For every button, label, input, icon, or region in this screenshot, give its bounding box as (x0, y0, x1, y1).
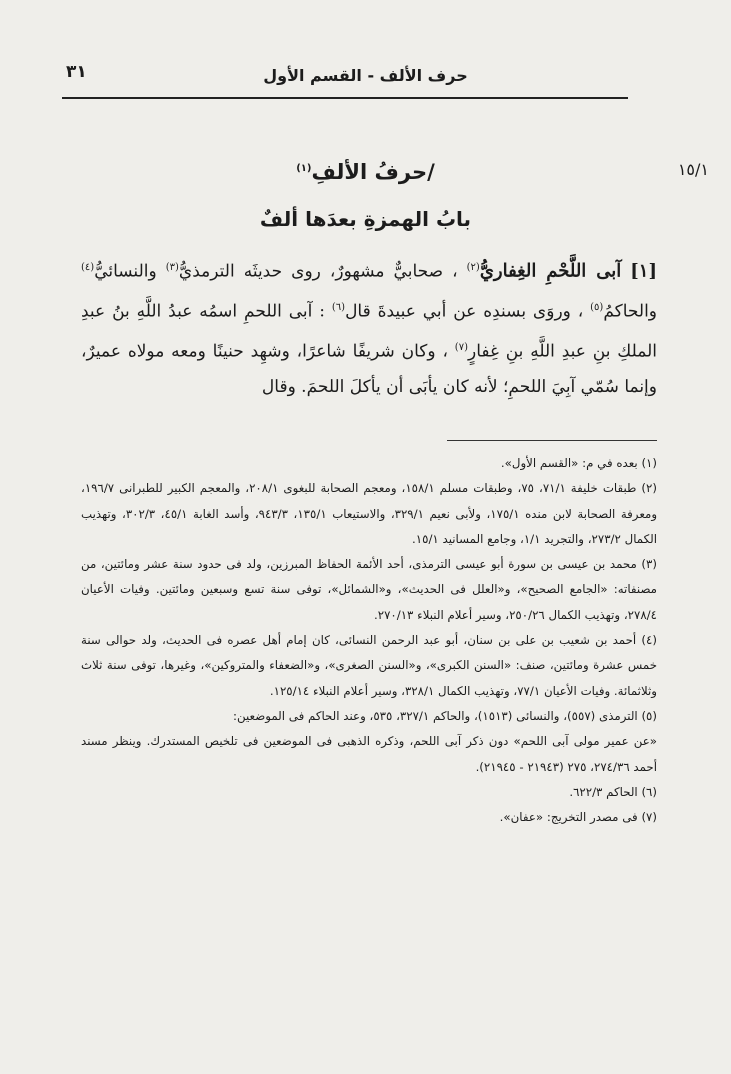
entry-text: والحاكمُ (603, 301, 658, 322)
footnote-marker: (٥) (590, 302, 604, 314)
footnote-marker: (٣) (165, 262, 179, 273)
entry-name: آبى اللَّحْمِ الغِفاريُّ (479, 260, 622, 282)
bracket-close: ] (630, 260, 639, 282)
entry-text: ، وروَى بسندِه عن أبي عبيدةَ قال (345, 301, 584, 322)
entry-text: : آبى اللحمِ اسمُه عبدُ اللَّهِ بنُ عبدِ الملكِ بنِ عبدِ اللَّهِ بنِ غِفارٍ (81, 301, 657, 362)
footnote: (٥) الترمذى (٥٥٧)، والنسائى (١٥١٣)، والحاكم ٣٢٧/١، ٥٣٥، وعند الحاكم فى الموضعين: (233, 708, 657, 723)
footnote-marker: (١) (296, 163, 312, 174)
footnote: (٤) أحمد بن شعيب بن على بن سنان، أبو عبد الرحمن النسائى، كان إمام أهل عصره فى الحديث، ولد حوالى سنة خمس عشرة ومائتين، صنف: «السنن الكبرى»، و«السنن الصغرى»، و«الضعفاء والمتروكين»، وغيرها، توفى سنة ثلاث وثلاثمائة. وفيات الأعيان ٧٧/١، وتهذيب الكمال ٣٢٨/١، وسير أعلام النبلاء ١٢٥/١٤. (81, 633, 657, 698)
running-header-title: حرف الألف - القسم الأول (263, 66, 468, 85)
entry-index: ١ (638, 260, 649, 282)
footnote: (٦) الحاكم ٦٢٢/٣. (569, 784, 657, 799)
entry-text: ، وكان شريفًا شاعرًا، وشهِد حنينًا ومعه مولاه عميرٌ، وإنما سُمّي آبِيَ اللحمِ؛ لأنه كان يأبَى أن يأكلَ اللحمَ. وقال (81, 341, 657, 398)
footnote-continuation: «عن عمير مولى آبى اللحم» دون ذكر آبى اللحم، وذكره الذهبى فى الموضعين فى تلخيص المستدرك. وينظر مسند أحمد ٢٧٤/٣٦، ٢٧٥ (٢١٩٤٣ - ٢١٩٤٥). (81, 734, 657, 774)
footnotes (81, 451, 657, 830)
footnote: (١) بعده في م: «القسم الأول». (500, 456, 657, 470)
bracket-open: [ (648, 260, 657, 282)
footnote-divider (447, 440, 657, 441)
entry-text: ، صحابيٌّ مشهورٌ، روى حديثَه الترمذيُّ (178, 261, 458, 282)
footnote-marker: (٧) (454, 342, 468, 354)
footnote-marker: (٦) (331, 302, 346, 314)
chapter-title (0, 160, 731, 184)
footnote: (٣) محمد بن عيسى بن سورة أبو عيسى الترمذى، أحد الأئمة الحفاظ المبرزين، ولد فى حدود سنة عشر ومائتين، من مصنفاته: «الجامع الصحيح»، و«العلل فى الحديث»، و«الشمائل»، توفى سنة تسع وسبعين ومائتين. وفيات الأعيان ٢٧٨/٤، وتهذيب الكمال ٢٥٠/٢٦، وسير أعلام النبلاء ٢٧٠/١٣. (81, 557, 657, 622)
margin-reference: ١٥/١ (677, 160, 709, 179)
entry-paragraph (81, 250, 657, 406)
entry-text: والنسائيُّ (94, 261, 157, 282)
footnote: (٢) طبقات خليفة ٧١/١، ٧٥، وطبقات مسلم ١٥٨/١، ومعجم الصحابة للبغوى ٢٠٨/١، والمعجم الكبير للطبرانى ١٩٦/٧، ومعرفة الصحابة لابن منده ١٧٥/١، ولأبى نعيم ٣٢٩/١، والاستيعاب ١٣٥/١، ٩٤٣/٣، وأسد الغابة ٤٥/١، ٣٠٢/٣، وتهذيب الكمال ٢٧٣/٢، والتجريد ١/١، وجامع المسانيد ١٥/١. (81, 481, 658, 546)
page-number: ٣١ (66, 62, 87, 82)
chapter-title-text: /حرفُ الألفِ (311, 160, 435, 184)
footnote-marker: (٤) (81, 262, 95, 273)
section-title: بابُ الهمزةِ بعدَها ألفٌ (259, 207, 472, 231)
footnote: (٧) فى مصدر التخريج: «عفان». (499, 810, 657, 825)
footnote-marker: (٢) (466, 262, 480, 273)
entry-number (630, 261, 657, 282)
header-divider (62, 97, 628, 99)
